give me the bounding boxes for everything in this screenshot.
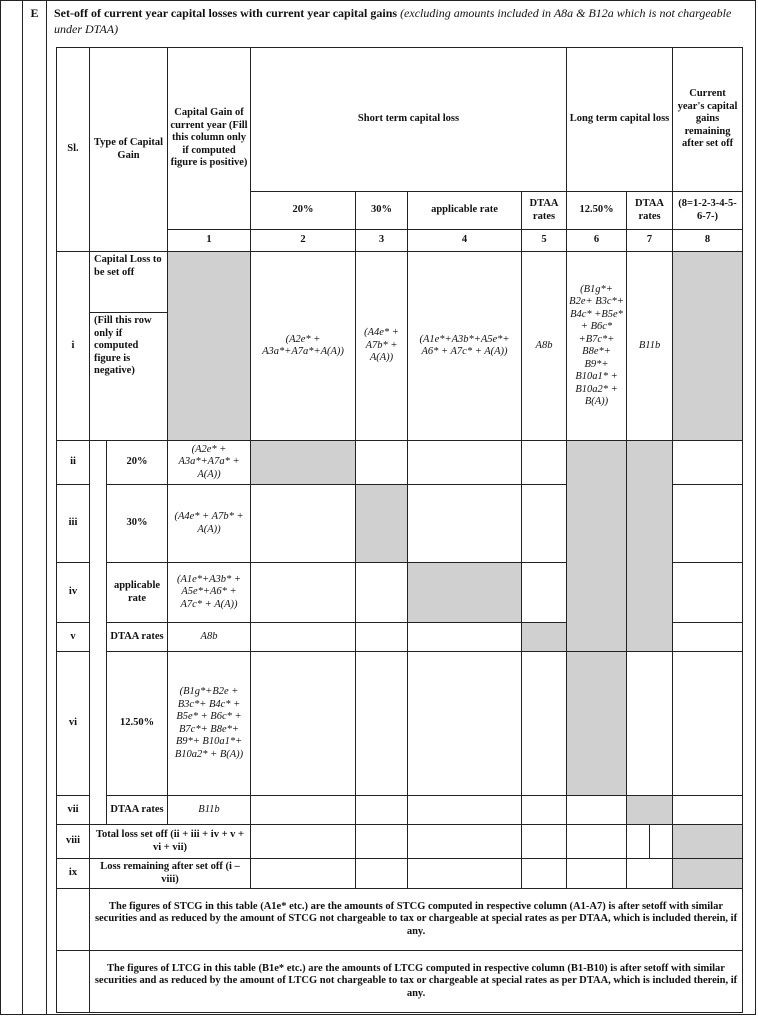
table-row-vi (57, 652, 743, 796)
cell-formula: (B1g*+ B2e+ B3c*+ B4c* +B5e* + B6c* +B7c*+ B8e*+ B9*+ B10a1* + B10a2* + B(A)) (567, 252, 627, 441)
note-ltcg: The figures of LTCG in this table (B1e* etc.) are the amounts of LTCG computed in respective column (B1-B10) is after setoff with similar securities and as reduced by the amount of LTCG not chargeable to tax or chargeable at special rates as per DTAA, which is included therein, if any. (90, 951, 743, 1013)
cell-formula: B11b (627, 252, 673, 441)
cell-empty (408, 796, 522, 825)
row-sl: iv (57, 563, 90, 623)
row-sl: v (57, 623, 90, 652)
cell-shaded (168, 252, 251, 441)
cell-empty (673, 796, 743, 825)
section-note: (excluding amounts included in A8a & B12a which is not chargeable under DTAA) (54, 6, 732, 36)
cell-empty (627, 825, 650, 859)
cell-formula: (B1g*+B2e + B3c*+ B4c* + B5e* + B6c* + B7c*+ B8e*+ B9*+ B10a1*+ B10a2* + B(A)) (168, 652, 251, 796)
row-type: 30% (107, 485, 168, 563)
col-num-7: 7 (627, 230, 673, 252)
header-type: Type of Capital Gain (90, 48, 168, 252)
table-row-i (57, 252, 743, 441)
cell-empty (522, 563, 567, 623)
cell-empty (567, 825, 627, 859)
cell-empty (673, 652, 743, 796)
type-indent-spacer (90, 441, 107, 825)
cell-empty (251, 563, 356, 623)
row-type: DTAA rates (107, 796, 168, 825)
cell-empty (356, 796, 408, 825)
cell-shaded (627, 796, 673, 825)
section-heading (54, 5, 744, 37)
cell-empty (673, 441, 743, 485)
cell-formula: (A2e* + A3a*+A7a* + A(A)) (168, 441, 251, 485)
header-rate-applicable: applicable rate (408, 192, 522, 230)
cell-empty (408, 623, 522, 652)
header-rate-30: 30% (356, 192, 408, 230)
cell-empty (522, 825, 567, 859)
table-row-ix (57, 859, 743, 889)
col-num-5: 5 (522, 230, 567, 252)
row-sl: viii (57, 825, 90, 859)
cell-formula: A8b (522, 252, 567, 441)
row-type: DTAA rates (107, 623, 168, 652)
cell-empty (356, 563, 408, 623)
col-num-1: 1 (168, 230, 251, 252)
cell-formula: A8b (168, 623, 251, 652)
row-sl: vii (57, 796, 90, 825)
row-label: Loss remaining after set off (i – viii) (90, 859, 251, 889)
cell-shaded (522, 623, 567, 652)
cell-empty (356, 825, 408, 859)
cell-shaded (673, 252, 743, 441)
col-num-4: 4 (408, 230, 522, 252)
table-row-vii (57, 796, 743, 825)
cell-formula: (A1e*+A3b* + A5e*+A6* + A7c* + A(A)) (168, 563, 251, 623)
cell-formula: (A4e* + A7b* + A(A)) (356, 252, 408, 441)
cell-empty (251, 859, 356, 889)
header-remaining: Current year's capital gains remaining after set off (673, 48, 743, 192)
setoff-table (56, 47, 743, 1013)
cell-empty (251, 485, 356, 563)
row-sl: i (57, 252, 90, 441)
row-label: Total loss set off (ii + iii + iv + v + vi + vii) (90, 825, 251, 859)
cell-empty (356, 652, 408, 796)
row-type: applicable rate (107, 563, 168, 623)
note-sl-spacer (57, 889, 90, 951)
cell-empty (408, 859, 522, 889)
table-row-viii (57, 825, 743, 859)
cell-formula: (A2e* + A3a*+A7a*+A(A)) (251, 252, 356, 441)
header-rate-1250: 12.50% (567, 192, 627, 230)
cell-shaded (567, 652, 627, 796)
note-sl-spacer (57, 951, 90, 1013)
header-formula-8: (8=1-2-3-4-5-6-7-) (673, 192, 743, 230)
cell-empty (567, 859, 627, 889)
margin-rule-right (46, 0, 47, 1015)
cell-empty (356, 859, 408, 889)
header-sl: Sl. (57, 48, 90, 252)
cell-empty (251, 825, 356, 859)
row-type: 20% (107, 441, 168, 485)
header-rate-dtaa-st: DTAA rates (522, 192, 567, 230)
col-num-8: 8 (673, 230, 743, 252)
cell-empty (522, 652, 567, 796)
capital-loss-label-bottom: (Fill this row only if computed figure is negative) (94, 315, 152, 376)
note-row-ltcg (57, 951, 743, 1013)
cell-empty (522, 441, 567, 485)
cell-formula: (A1e*+A3b*+A5e*+ A6* + A7c* + A(A)) (408, 252, 522, 441)
header-row-1 (57, 48, 743, 192)
cell-empty (251, 652, 356, 796)
table-row-ii (57, 441, 743, 485)
header-stcl: Short term capital loss (251, 48, 567, 192)
cell-empty (408, 441, 522, 485)
note-row-stcg (57, 889, 743, 951)
cell-empty (627, 652, 673, 796)
cell-shaded (567, 441, 627, 652)
note-stcg: The figures of STCG in this table (A1e* etc.) are the amounts of STCG computed in respective column (A1-A7) is after setoff with similar securities and as reduced by the amount of STCG not chargeable to tax or chargeable at special rates as per DTAA, which is included therein, if any. (90, 889, 743, 951)
cell-empty (408, 825, 522, 859)
cell-formula: B11b (168, 796, 251, 825)
row-sl: ix (57, 859, 90, 889)
cell-empty (673, 563, 743, 623)
cell-shaded (627, 441, 673, 652)
cell-empty (522, 485, 567, 563)
header-cg-current: Capital Gain of current year (Fill this column only if computed figure is positive) (168, 48, 251, 230)
cell-empty (673, 485, 743, 563)
cell-empty (251, 796, 356, 825)
row-sl: vi (57, 652, 90, 796)
cell-empty (356, 441, 408, 485)
row-type: 12.50% (107, 652, 168, 796)
header-rate-dtaa-lt: DTAA rates (627, 192, 673, 230)
cell-formula: (A4e* + A7b* + A(A)) (168, 485, 251, 563)
row-sl: iii (57, 485, 90, 563)
col-num-3: 3 (356, 230, 408, 252)
cell-shaded (408, 563, 522, 623)
cell-empty (356, 623, 408, 652)
cell-shaded (356, 485, 408, 563)
section-title: Set-off of current year capital losses with current year capital gains (54, 6, 398, 20)
header-rate-20: 20% (251, 192, 356, 230)
col-num-6: 6 (567, 230, 627, 252)
section-letter: E (30, 6, 39, 20)
capital-loss-label-top: Capital Loss to be set off (90, 252, 167, 313)
capital-loss-label (90, 252, 168, 441)
cell-empty (650, 825, 673, 859)
cell-empty (567, 796, 627, 825)
row-sl: ii (57, 441, 90, 485)
cell-shaded (673, 859, 743, 889)
cell-empty (408, 485, 522, 563)
header-ltcl: Long term capital loss (567, 48, 673, 192)
cell-shaded (251, 441, 356, 485)
cell-empty (522, 859, 567, 889)
cell-shaded (673, 825, 743, 859)
col-num-2: 2 (251, 230, 356, 252)
cell-empty (408, 652, 522, 796)
cell-empty (627, 859, 673, 889)
margin-rule-left (22, 0, 23, 1015)
cell-empty (522, 796, 567, 825)
cell-empty (251, 623, 356, 652)
cell-empty (673, 623, 743, 652)
